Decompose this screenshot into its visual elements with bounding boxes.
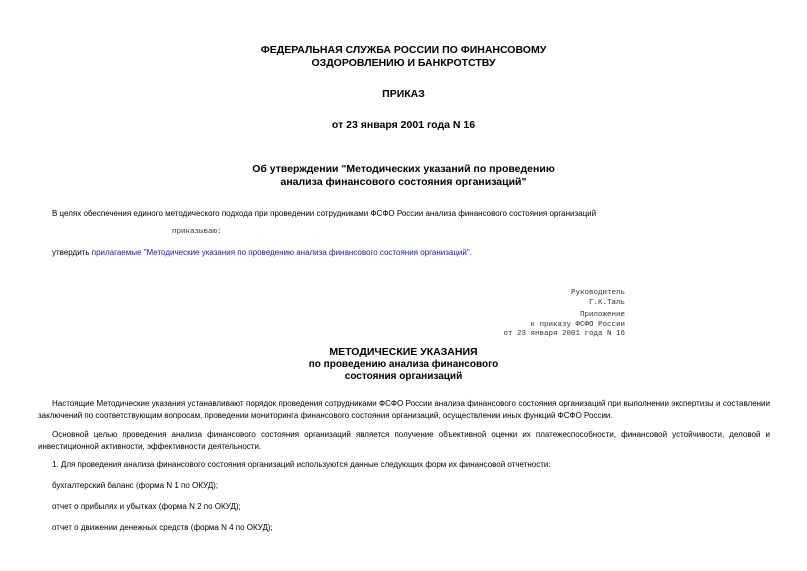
approve-suffix: . <box>469 248 472 257</box>
appendix-line3: от 23 января 2001 года N 16 <box>503 330 625 338</box>
appendix-line1: Приложение <box>579 311 625 319</box>
approve-link-attached[interactable]: прилагаемые <box>91 248 142 257</box>
document-type: ПРИКАЗ <box>382 88 425 100</box>
org-name-line2: ОЗДОРОВЛЕНИЮ И БАНКРОТСТВУ <box>311 57 496 69</box>
paragraph-scope: Настоящие Методические указания устанавливают порядок проведения сотрудниками ФСФО России анализа финансового состояния организаций при выполнении экспертизы и составлении заключений по соответствующим вопросам, проведении мониторинга финансового состояния организаций, осуществлении иных функций ФСФО России. <box>38 399 770 420</box>
signature-name: Г.К.Таль <box>588 298 625 307</box>
order-word: приказываю: <box>172 228 222 236</box>
document-date: от 23 января 2001 года N 16 <box>331 119 476 131</box>
preamble: В целях обеспечения единого методического подхода при проведении сотрудниками ФСФО России анализа финансового состояния организаций <box>52 209 597 218</box>
appendix-line2: к приказу ФСФО России <box>530 320 625 329</box>
guidelines-subtitle1: по проведению анализа финансового <box>308 359 499 370</box>
list-item: отчет о прибылях и убытках (форма N 2 по ОКУД); <box>52 502 241 511</box>
approve-link-guidelines[interactable]: "Методические указания по проведению анализа финансового состояния организаций" <box>143 248 470 257</box>
paragraph-purpose: Основной целью проведения анализа финансового состояния организаций является получение объективной оценки их платежеспособности, финансовой устойчивости, деловой и инвестиционной активности, эффективности деятельности. <box>38 430 770 451</box>
signature-block <box>571 289 625 308</box>
approve-prefix: утвердить <box>52 248 92 257</box>
paragraph-forms: 1. Для проведения анализа финансового состояния организаций используются данные следующих форм их финансовой отчетности: <box>52 460 551 469</box>
guidelines-subtitle2: состояния организаций <box>344 371 463 382</box>
approve-sentence <box>52 247 472 258</box>
subject-line2: анализа финансового состояния организаций" <box>280 176 527 188</box>
guidelines-title: МЕТОДИЧЕСКИЕ УКАЗАНИЯ <box>329 346 478 358</box>
signature-position: Руководитель <box>570 289 625 297</box>
list-item: бухгалтерский баланс (форма N 1 по ОКУД); <box>52 481 218 490</box>
org-name-line1: ФЕДЕРАЛЬНАЯ СЛУЖБА РОССИИ ПО ФИНАНСОВОМУ <box>260 44 547 56</box>
list-item: отчет о движении денежных средств (форма N 4 по ОКУД); <box>52 523 273 532</box>
appendix-block <box>503 311 625 340</box>
subject-line1: Об утверждении "Методических указаний по проведению <box>252 163 555 175</box>
